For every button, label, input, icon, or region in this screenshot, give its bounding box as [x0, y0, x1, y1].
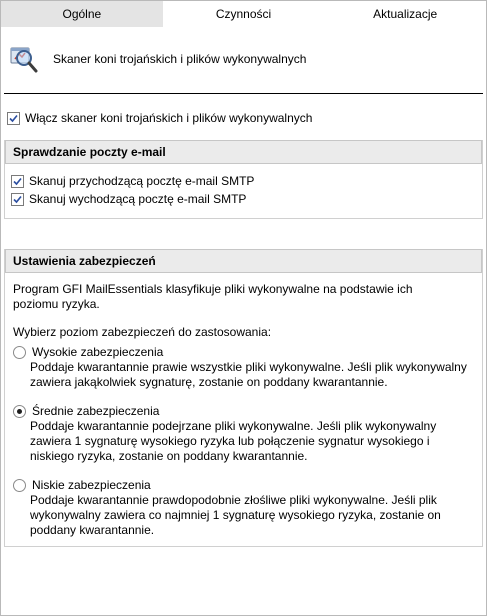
high-security-radio-row[interactable]	[13, 344, 474, 360]
enable-scanner-checkbox-row[interactable]	[7, 109, 486, 127]
scan-incoming-checkbox[interactable]	[11, 175, 24, 188]
scan-outgoing-label: Skanuj wychodzącą pocztę e-mail SMTP	[29, 192, 247, 206]
tab-bar	[1, 1, 486, 27]
security-option-low	[13, 477, 474, 538]
medium-security-radio-row[interactable]	[13, 403, 474, 419]
medium-security-radio[interactable]	[13, 405, 26, 418]
security-option-medium	[13, 403, 474, 464]
low-security-radio-row[interactable]	[13, 477, 474, 493]
security-section-title: Ustawienia zabezpieczeń	[5, 249, 482, 273]
low-security-label: Niskie zabezpieczenia	[32, 478, 151, 492]
security-option-high	[13, 344, 474, 390]
check-icon	[9, 114, 18, 123]
check-icon	[13, 195, 22, 204]
enable-scanner-checkbox[interactable]	[7, 112, 20, 125]
enable-scanner-label: Włącz skaner koni trojańskich i plików wykonywalnych	[25, 111, 313, 125]
tab-actions[interactable]: Czynności	[163, 1, 325, 27]
scan-incoming-label: Skanuj przychodzącą pocztę e-mail SMTP	[29, 174, 255, 188]
medium-security-label: Średnie zabezpieczenia	[32, 404, 160, 418]
high-security-radio[interactable]	[13, 346, 26, 359]
scan-outgoing-checkbox[interactable]	[11, 193, 24, 206]
scan-outgoing-checkbox-row[interactable]	[11, 190, 474, 208]
low-security-description: Poddaje kwarantannie prawdopodobnie złośliwe pliki wykonywalne. Jeśli plik wykonywalny zawiera co najmniej 1 sygnaturę wysokiego ryzyka, zostanie on poddany kwarantannie.	[30, 493, 441, 537]
email-check-section	[4, 140, 483, 219]
high-security-description: Poddaje kwarantannie prawie wszystkie pliki wykonywalne. Jeśli plik wykonywalny zawiera jakąkolwiek sygnaturę, zostanie on poddany kwarantannie.	[30, 360, 467, 389]
scanner-title: Skaner koni trojańskich i plików wykonywalnych	[53, 52, 307, 66]
scanner-magnifier-icon	[9, 45, 39, 75]
medium-security-description: Poddaje kwarantannie podejrzane pliki wykonywalne. Jeśli plik wykonywalny zawiera 1 sygnaturę wysokiego ryzyka lub połączenie sygnatur wysokiego i niskiego ryzyka, zostanie on poddany kwarantannie.	[30, 419, 437, 463]
scan-incoming-checkbox-row[interactable]	[11, 172, 474, 190]
security-settings-section	[4, 249, 483, 547]
tab-updates[interactable]: Aktualizacje	[324, 1, 486, 27]
email-section-title: Sprawdzanie poczty e-mail	[5, 140, 482, 164]
scanner-header	[1, 27, 486, 85]
security-intro-text: Program GFI MailEssentials klasyfikuje pliki wykonywalne na podstawie ich poziomu ryzyka.	[13, 282, 413, 311]
tab-general[interactable]: Ogólne	[1, 1, 163, 27]
check-icon	[13, 177, 22, 186]
security-prompt-text: Wybierz poziom zabezpieczeń do zastosowania:	[13, 325, 272, 339]
low-security-radio[interactable]	[13, 479, 26, 492]
high-security-label: Wysokie zabezpieczenia	[32, 345, 164, 359]
radio-selected-dot	[17, 409, 22, 414]
